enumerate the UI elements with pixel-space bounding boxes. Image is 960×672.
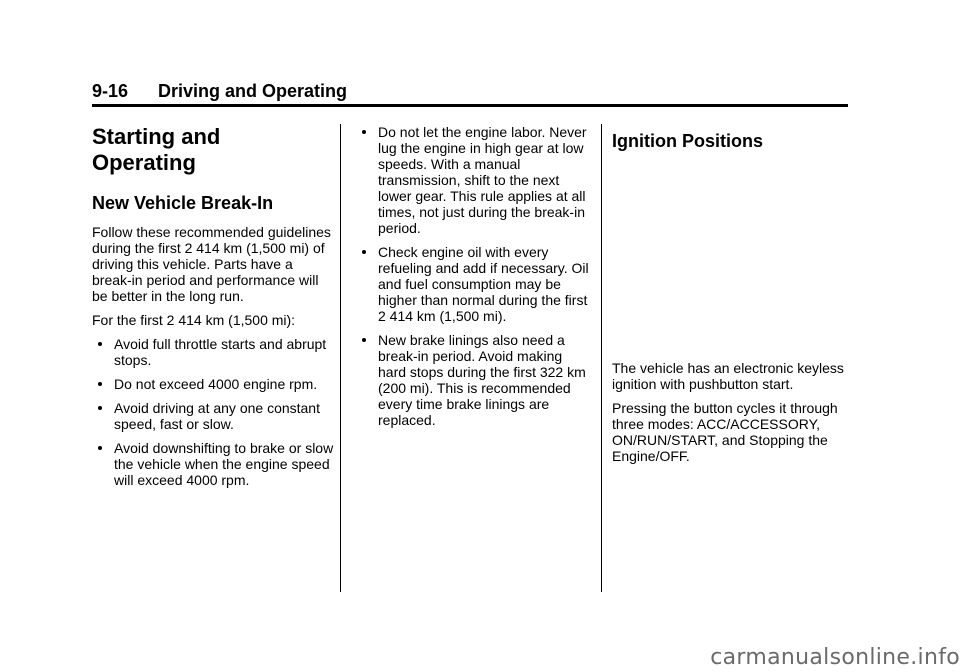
list-item (356, 244, 594, 324)
list-item-text: Avoid full throttle starts and abrupt stops. (114, 336, 327, 368)
bullet-icon (98, 382, 102, 386)
list-item (92, 440, 336, 488)
break-in-list (92, 336, 336, 488)
column-divider (340, 124, 341, 592)
chapter-heading (92, 124, 336, 176)
ignition-description: The vehicle has an electronic keyless ignition with pushbutton start. (612, 360, 844, 392)
list-item-text: Do not exceed 4000 engine rpm. (114, 376, 318, 392)
break-in-lead: For the first 2 414 km (1,500 mi): (92, 312, 296, 328)
bullet-icon (98, 342, 102, 346)
page-number: 9-16 (92, 81, 129, 101)
bullet-icon (362, 130, 366, 134)
list-item-text: Avoid downshifting to brake or slow the vehicle when the engine speed will exceed 4000 rpm. (114, 440, 334, 488)
watermark: carmanualsonline.info (710, 645, 960, 670)
section-heading-ignition: Ignition Positions (612, 131, 763, 151)
column-1 (92, 124, 336, 496)
break-in-list-continued (356, 124, 594, 428)
bullet-icon (98, 446, 102, 450)
bullet-icon (362, 250, 366, 254)
ignition-modes: Pressing the button cycles it through three modes: ACC/ACCESSORY, ON/RUN/START, and Stopping the Engine/OFF. (612, 400, 838, 464)
chapter-heading-line1: Starting and (92, 124, 221, 149)
list-item (92, 376, 336, 392)
bullet-icon (362, 338, 366, 342)
list-item-text: New brake linings also need a break-in period. Avoid making hard stops during the first 322 km (200 mi). This is recommended every time brake linings are replaced. (378, 332, 586, 428)
page-header (92, 82, 848, 107)
column-3 (612, 124, 852, 472)
column-divider (601, 124, 602, 592)
list-item-text: Avoid driving at any one constant speed, fast or slow. (114, 400, 320, 432)
bullet-icon (98, 406, 102, 410)
list-item (356, 332, 594, 428)
list-item-text: Check engine oil with every refueling and add if necessary. Oil and fuel consumption may be higher than normal during the first 2 414 km (1,500 mi). (378, 244, 589, 324)
list-item (92, 336, 336, 368)
list-item (356, 124, 594, 236)
list-item (92, 400, 336, 432)
break-in-intro: Follow these recommended guidelines during the first 2 414 km (1,500 mi) of driving this vehicle. Parts have a break-in period and performance will be better in the long run. (92, 224, 331, 304)
section-heading-break-in: New Vehicle Break-In (92, 193, 274, 213)
chapter-heading-line2: Operating (92, 150, 196, 175)
column-2 (356, 124, 594, 436)
list-item-text: Do not let the engine labor. Never lug the engine in high gear at low speeds. With a manual transmission, shift to the next lower gear. This rule applies at all times, not just during the break-in period. (378, 124, 587, 236)
section-title: Driving and Operating (158, 81, 348, 101)
